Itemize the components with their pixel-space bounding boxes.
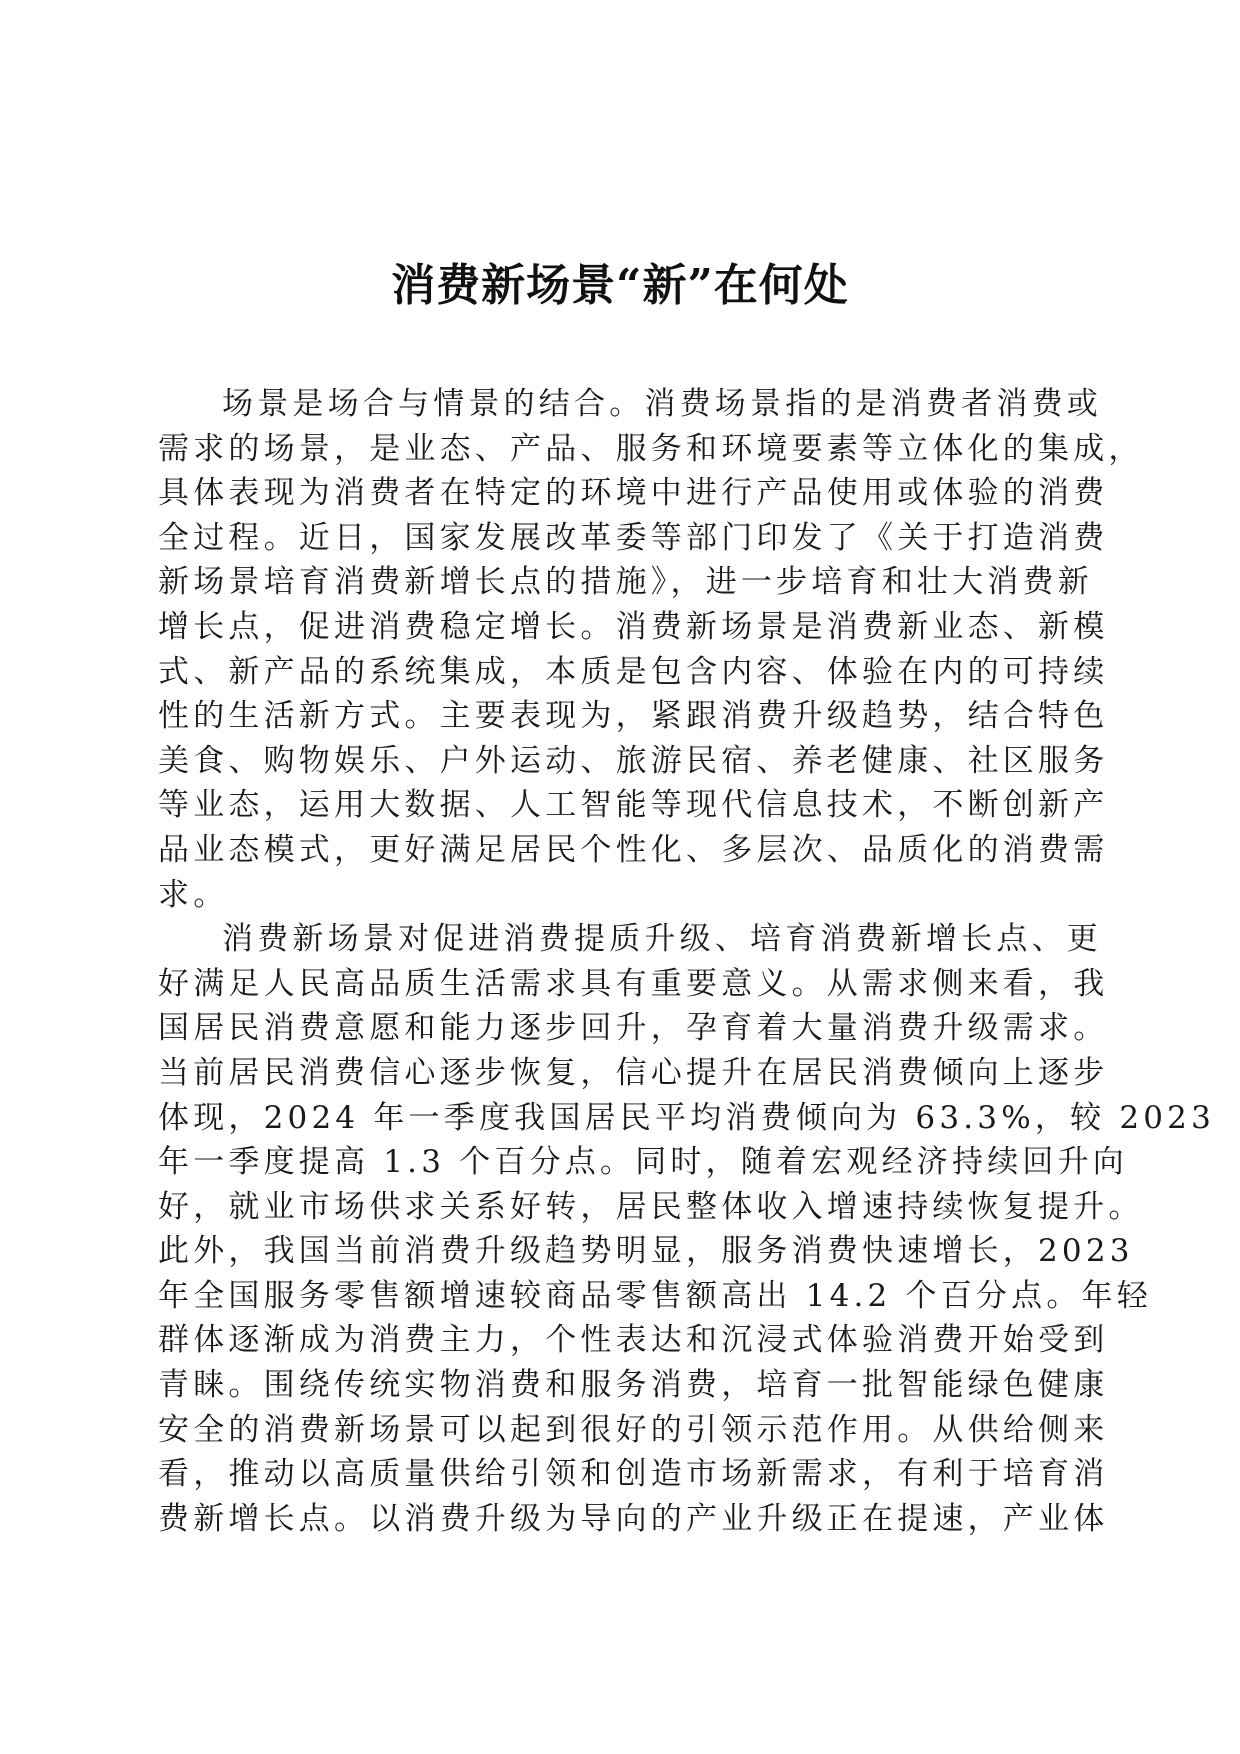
text-line: 需求的场景，是业态、产品、服务和环境要素等立体化的集成， <box>158 430 1144 467</box>
text-line: 当前居民消费信心逐步恢复，信心提升在居民消费倾向上逐步 <box>158 1054 1109 1091</box>
text-line: 新场景培育消费新增长点的措施》，进一步培育和壮大消费新 <box>158 564 1093 601</box>
text-line: 国居民消费意愿和能力逐步回升，孕育着大量消费升级需求。 <box>158 1010 1109 1047</box>
text-line: 年全国服务零售额增速较商品零售额高出 14.2 个百分点。年轻 <box>158 1277 1152 1314</box>
text-line: 好，就业市场供求关系好转，居民整体收入增速持续恢复提升。 <box>158 1188 1144 1225</box>
text-line: 看，推动以高质量供给引领和创造市场新需求，有利于培育消 <box>158 1456 1109 1493</box>
text-line: 品业态模式，更好满足居民个性化、多层次、品质化的消费需 <box>158 831 1109 868</box>
text-line: 美食、购物娱乐、户外运动、旅游民宿、养老健康、社区服务 <box>158 742 1109 779</box>
text-line: 求。 <box>158 876 229 913</box>
text-line: 此外，我国当前消费升级趋势明显，服务消费快速增长，2023 <box>158 1233 1134 1270</box>
text-line: 性的生活新方式。主要表现为，紧跟消费升级趋势，结合特色 <box>158 698 1109 735</box>
document-title: 消费新场景“新”在何处 <box>391 260 849 311</box>
text-line: 青睐。围绕传统实物消费和服务消费，培育一批智能绿色健康 <box>158 1367 1109 1404</box>
document-body <box>158 382 1216 1541</box>
text-line: 式、新产品的系统集成，本质是包含内容、体验在内的可持续 <box>158 653 1109 690</box>
text-line: 全过程。近日，国家发展改革委等部门印发了《关于打造消费 <box>158 519 1109 556</box>
text-line: 安全的消费新场景可以起到很好的引领示范作用。从供给侧来 <box>158 1411 1109 1448</box>
text-line: 年一季度提高 1.3 个百分点。同时，随着宏观经济持续回升向 <box>158 1144 1129 1181</box>
text-line: 等业态，运用大数据、人工智能等现代信息技术，不断创新产 <box>158 787 1109 824</box>
text-line: 具体表现为消费者在特定的环境中进行产品使用或体验的消费 <box>158 475 1109 512</box>
text-line: 场景是场合与情景的结合。消费场景指的是消费者消费或 <box>222 386 1102 422</box>
paragraph-1 <box>158 382 1144 917</box>
text-line: 群体逐渐成为消费主力，个性表达和沉浸式体验消费开始受到 <box>158 1322 1109 1359</box>
paragraph-2 <box>158 917 1216 1541</box>
text-line: 增长点，促进消费稳定增长。消费新场景是消费新业态、新模 <box>158 608 1109 645</box>
text-line: 费新增长点。以消费升级为导向的产业升级正在提速，产业体 <box>158 1500 1109 1537</box>
text-line: 好满足人民高品质生活需求具有重要意义。从需求侧来看，我 <box>158 965 1109 1002</box>
text-line: 体现，2024 年一季度我国居民平均消费倾向为 63.3%，较 2023 <box>158 1099 1216 1136</box>
text-line: 消费新场景对促进消费提质升级、培育消费新增长点、更 <box>222 921 1102 958</box>
